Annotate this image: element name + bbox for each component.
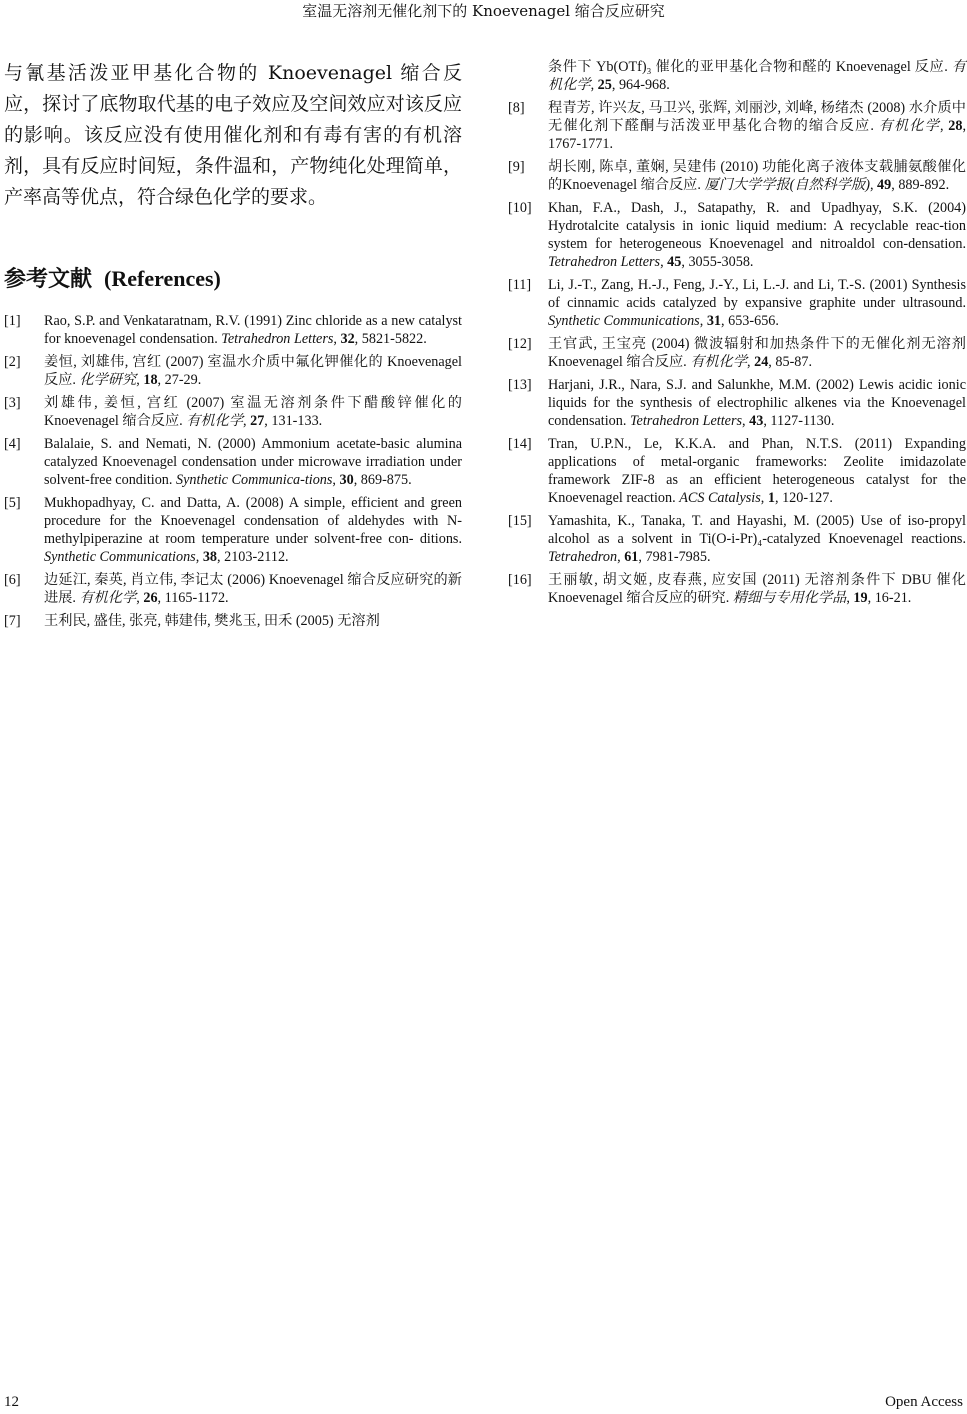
reference-journal: 厦门大学学报(自然科学版): [704, 177, 870, 193]
reference-journal: 有机化学: [186, 413, 244, 429]
reference-text: 刘雄伟, 姜恒, 宫红 (2007) 室温无溶剂条件下醋酸锌催化的 Knoevenagel 缩合反应. 有机化学, 27, 131-133.: [44, 395, 462, 429]
reference-number: [13]: [508, 377, 532, 393]
reference-journal: 有机化学: [878, 118, 940, 134]
reference-list-right: [508, 58, 966, 612]
reference-item: [4, 612, 462, 630]
reference-journal: Synthetic Communica-tions: [175, 472, 333, 488]
reference-text: Balalaie, S. and Nemati, N. (2000) Ammonium acetate-basic alumina catalyzed Knoevenagel condensation under microwave irradiation under solvent-free condition. Synthetic Communica-tions, 30, 869-875.: [44, 436, 462, 488]
page-number: 12: [4, 1394, 19, 1410]
reference-text: 边延江, 秦英, 肖立伟, 李记太 (2006) Knoevenagel 缩合反应研究的新进展. 有机化学, 26, 1165-1172.: [44, 572, 462, 606]
footer-label: Open Access: [885, 1394, 963, 1410]
reference-list-left: [4, 312, 462, 635]
references-heading: [4, 264, 221, 294]
reference-journal: Synthetic Communications: [548, 313, 700, 329]
reference-text: 王利民, 盛佳, 张亮, 韩建伟, 樊兆玉, 田禾 (2005) 无溶剂: [44, 613, 380, 629]
reference-journal: 精细与专用化学品: [732, 590, 847, 606]
reference-item: [508, 335, 966, 371]
reference-item: [508, 276, 966, 330]
reference-volume: 27: [250, 413, 265, 429]
reference-number: [10]: [508, 200, 532, 216]
reference-item: [4, 571, 462, 607]
reference-number: [14]: [508, 436, 532, 452]
reference-item: [508, 158, 966, 194]
reference-number: [15]: [508, 513, 532, 529]
reference-number: [4]: [4, 436, 21, 452]
reference-text: 条件下 Yb(OTf)₃ 催化的亚甲基化合物和醛的 Knoevenagel 反应. 有机化学, 25, 964-968.: [548, 59, 966, 93]
reference-volume: 43: [749, 413, 764, 429]
reference-number: [11]: [508, 277, 532, 293]
reference-item: [4, 394, 462, 430]
running-header: 室温无溶剂无催化剂下的 Knoevenagel 缩合反应研究: [302, 2, 665, 20]
reference-volume: 1: [767, 490, 775, 506]
reference-number: [16]: [508, 572, 532, 588]
reference-number: [12]: [508, 336, 532, 352]
reference-journal: Tetrahedron: [548, 549, 618, 565]
reference-text: 姜恒, 刘雄伟, 宫红 (2007) 室温水介质中氟化钾催化的 Knoevenagel 反应. 化学研究, 18, 27-29.: [44, 354, 462, 388]
reference-text: 胡长刚, 陈卓, 董娴, 吴建伟 (2010) 功能化离子液体支载脯氨酸催化的Knoevenagel 缩合反应. 厦门大学学报(自然科学版), 49, 889-892.: [548, 159, 966, 193]
reference-number: [8]: [508, 100, 525, 116]
reference-item: [508, 571, 966, 607]
reference-journal: 化学研究: [79, 372, 137, 388]
reference-item: [4, 312, 462, 348]
reference-volume: 30: [339, 472, 354, 488]
reference-text: Harjani, J.R., Nara, S.J. and Salunkhe, M.M. (2002) Lewis acidic ionic liquids for the synthesis of electrophilic alkenes via the Knoevenagel condensation. Tetrahedron Letters, 43, 1127-1130.: [548, 377, 966, 429]
reference-number: [6]: [4, 572, 21, 588]
reference-text: Li, J.-T., Zang, H.-J., Feng, J.-Y., Li, L.-J. and Li, T.-S. (2001) Synthesis of cinnamic acids catalyzed by expansive graphite under ultrasound. Synthetic Communications, 31, 653-656.: [548, 277, 966, 329]
reference-journal: 有机化学: [548, 59, 966, 93]
reference-volume: 28: [948, 118, 963, 134]
reference-item: [508, 199, 966, 271]
intro-paragraph: 与氰基活泼亚甲基化合物的 Knoevenagel 缩合反应，探讨了底物取代基的电子效应及空间效应对该反应的影响。该反应没有使用催化剂和有毒有害的有机溶剂，具有反应时间短，条件温和，产物纯化处理简单，产率高等优点，符合绿色化学的要求。: [4, 62, 462, 208]
references-heading-cn: 参考文献: [4, 266, 93, 292]
reference-item: [4, 435, 462, 489]
reference-journal: 有机化学: [79, 590, 137, 606]
reference-text: 王丽敏, 胡文姬, 皮春燕, 应安国 (2011) 无溶剂条件下 DBU 催化 Knoevenagel 缩合反应的研究. 精细与专用化学品, 19, 16-21.: [548, 572, 966, 606]
reference-number: [9]: [508, 159, 525, 175]
reference-volume: 31: [706, 313, 721, 329]
reference-item: [508, 99, 966, 153]
reference-text: Khan, F.A., Dash, J., Satapathy, R. and Upadhyay, S.K. (2004) Hydrotalcite catalysis in ionic liquid medium: A recyclable reac-tion system for heterogeneous Knoevenagel and nitroaldol con-densation. Tetrahedron Letters, 45, 3055-3058.: [548, 200, 966, 270]
reference-volume: 25: [597, 77, 612, 93]
reference-text: 程青芳, 许兴友, 马卫兴, 张辉, 刘丽沙, 刘峰, 杨绪杰 (2008) 水介质中无催化剂下醛酮与活泼亚甲基化合物的缩合反应. 有机化学, 28, 1767-1771.: [548, 100, 966, 152]
reference-number: [3]: [4, 395, 21, 411]
reference-item: [508, 435, 966, 507]
reference-volume: 26: [143, 590, 158, 606]
reference-item: [4, 494, 462, 566]
reference-volume: 49: [877, 177, 892, 193]
reference-volume: 38: [202, 549, 217, 565]
reference-journal: Tetrahedron Letters: [548, 254, 661, 270]
reference-text: Rao, S.P. and Venkataratnam, R.V. (1991) Zinc chloride as a new catalyst for knoevenagel condensation. Tetrahedron Letters, 32, 5821-5822.: [44, 313, 462, 347]
reference-volume: 18: [143, 372, 158, 388]
reference-text: Yamashita, K., Tanaka, T. and Hayashi, M. (2005) Use of iso-propyl alcohol as a solvent in Ti(O-i-Pr)₄-catalyzed Knoevenagel reactions. Tetrahedron, 61, 7981-7985.: [548, 513, 966, 565]
reference-text: 王官武, 王宝亮 (2004) 微波辐射和加热条件下的无催化剂无溶剂 Knoevenagel 缩合反应. 有机化学, 24, 85-87.: [548, 336, 966, 370]
references-heading-en: (References): [104, 266, 221, 291]
reference-text: Tran, U.P.N., Le, K.K.A. and Phan, N.T.S. (2011) Expanding applications of metal-organic frameworks: Zeolite imidazolate framework ZIF-8 as an efficient heterogeneous catalyst for the Knoevenagel reaction. ACS Catalysis, 1, 120-127.: [548, 436, 966, 506]
reference-volume: 61: [624, 549, 639, 565]
reference-journal: Tetrahedron Letters: [629, 413, 743, 429]
reference-item: [508, 512, 966, 566]
reference-number: [2]: [4, 354, 21, 370]
reference-volume: 19: [853, 590, 868, 606]
reference-text: Mukhopadhyay, C. and Datta, A. (2008) A simple, efficient and green procedure for the Knoevenagel condensation of aldehydes with N-methylpiperazine at room temperature under solvent-free con- ditions. Synthetic Communications, 38, 2103-2112.: [44, 495, 462, 565]
reference-item: [508, 376, 966, 430]
reference-journal: Tetrahedron Letters: [221, 331, 334, 347]
reference-volume: 24: [754, 354, 769, 370]
reference-number: [5]: [4, 495, 21, 511]
reference-journal: ACS Catalysis: [679, 490, 761, 506]
reference-volume: 45: [667, 254, 682, 270]
reference-journal: 有机化学: [690, 354, 748, 370]
reference-journal: Synthetic Communications: [44, 549, 196, 565]
reference-number: [1]: [4, 313, 21, 329]
reference-number: [7]: [4, 613, 21, 629]
reference-volume: 32: [340, 331, 355, 347]
reference-item: [4, 353, 462, 389]
reference-item: [508, 58, 966, 94]
